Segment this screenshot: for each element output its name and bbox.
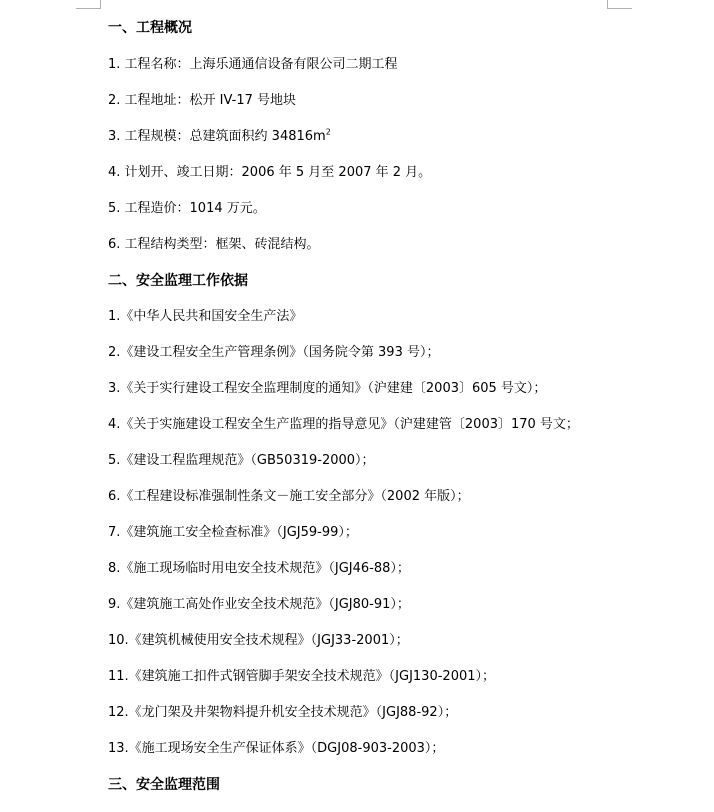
basis-item: 1.《中华人民共和国安全生产法》 <box>108 309 303 324</box>
basis-item: 11.《建筑施工扣件式钢管脚手架安全技术规范》（JGJ130-2001）； <box>108 669 496 684</box>
basis-item: 3.《关于实行建设工程安全监理制度的通知》（沪建建〔2003〕605 号文）； <box>108 381 547 396</box>
basis-item: 4.《关于实施建设工程安全生产监理的指导意见》（沪建建管〔2003〕170 号文； <box>108 417 579 432</box>
overview-item-project-scale <box>108 128 331 146</box>
project-scale-superscript: 2 <box>325 127 331 137</box>
crop-mark-top-right <box>607 0 632 9</box>
basis-item: 7.《建筑施工安全检查标准》（JGJ59-99）； <box>108 525 358 540</box>
basis-item: 2.《建设工程安全生产管理条例》（国务院令第 393 号）； <box>108 345 440 360</box>
section-heading-basis: 二、安全监理工作依据 <box>108 273 248 289</box>
overview-item-project-name: 1. 工程名称：上海乐通通信设备有限公司二期工程 <box>108 57 398 72</box>
overview-item-project-address: 2. 工程地址：松开 IV-17 号地块 <box>108 93 296 108</box>
section-heading-overview: 一、工程概况 <box>108 20 192 36</box>
basis-item: 5.《建设工程监理规范》（GB50319-2000）； <box>108 453 375 468</box>
basis-item: 8.《施工现场临时用电安全技术规范》（JGJ46-88）； <box>108 561 410 576</box>
crop-mark-top-left <box>76 0 101 9</box>
section-heading-scope: 三、安全监理范围 <box>108 777 220 793</box>
overview-item-structure-type: 6. 工程结构类型：框架、砖混结构。 <box>108 237 320 252</box>
basis-item: 12.《龙门架及井架物料提升机安全技术规范》（JGJ88-92）； <box>108 705 458 720</box>
overview-item-schedule: 4. 计划开、竣工日期：2006 年 5 月至 2007 年 2 月。 <box>108 165 432 180</box>
basis-item: 13.《施工现场安全生产保证体系》（DGJ08-903-2003）； <box>108 741 445 756</box>
overview-item-cost: 5. 工程造价：1014 万元。 <box>108 201 266 216</box>
project-scale-text: 3. 工程规模：总建筑面积约 34816m <box>108 129 326 144</box>
basis-item: 6.《工程建设标准强制性条文－施工安全部分》（2002 年版）； <box>108 489 470 504</box>
basis-item: 10.《建筑机械使用安全技术规程》（JGJ33-2001）； <box>108 633 409 648</box>
basis-item: 9.《建筑施工高处作业安全技术规范》（JGJ80-91）； <box>108 597 410 612</box>
